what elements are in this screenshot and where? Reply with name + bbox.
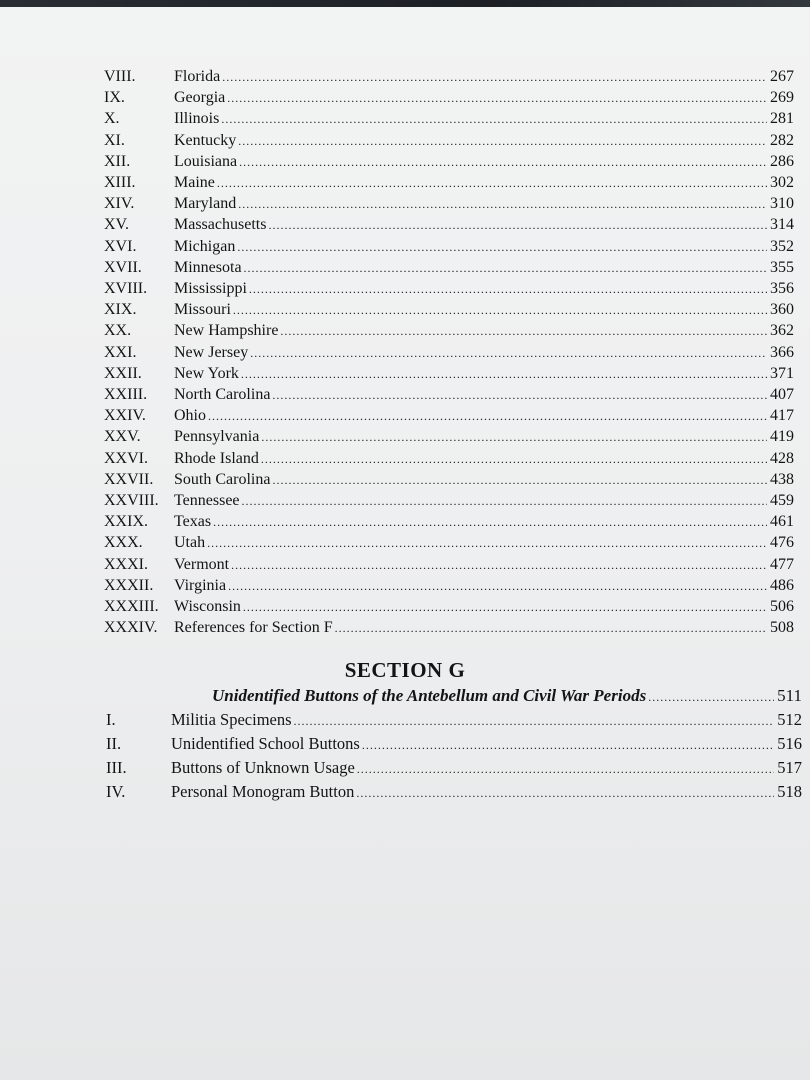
section-g-subtitle-row [212, 684, 802, 708]
toc-entry-title: Rhode Island [174, 449, 259, 467]
leader-dots [238, 130, 767, 152]
toc-entry-number: IX. [104, 89, 125, 107]
leader-dots [231, 554, 767, 576]
toc-entry [104, 66, 794, 88]
toc-entry-number: XII. [104, 152, 131, 170]
toc-entry [104, 278, 794, 300]
toc-entry-number: XXIX. [104, 513, 148, 531]
toc-entry-title: Minnesota [174, 258, 242, 276]
toc-entry-number: XXII. [104, 364, 142, 382]
toc-entry-number: XIII. [104, 174, 136, 191]
toc-entry-page: 371 [770, 364, 794, 382]
leader-dots [237, 236, 767, 258]
toc-entry-title: Wisconsin [174, 598, 241, 615]
leader-dots [280, 320, 767, 342]
toc-entry [106, 780, 802, 804]
toc-entry-number: XXXI. [104, 555, 148, 573]
toc-entry-title: Mississippi [174, 280, 247, 297]
leader-dots [228, 575, 767, 597]
toc-entry [104, 87, 794, 109]
toc-entry-title: Ohio [174, 407, 206, 425]
toc-entry [104, 108, 794, 130]
leader-dots [272, 384, 767, 406]
toc-entry-number: XVIII. [104, 280, 148, 297]
toc-entry-number: XXVIII. [104, 492, 159, 509]
toc-entry [104, 596, 794, 618]
toc-entry-title: Buttons of Unknown Usage [171, 758, 355, 777]
leader-dots [356, 781, 774, 805]
leader-dots [261, 448, 767, 470]
toc-entry-page: 362 [770, 322, 794, 340]
leader-dots [227, 87, 767, 109]
toc-entry-number: XVII. [104, 258, 142, 276]
toc-entry [104, 130, 794, 152]
toc-entry [104, 299, 794, 321]
toc-entry-page: 310 [770, 195, 794, 213]
toc-entry-number: XXIV. [104, 407, 146, 425]
toc-entry [104, 320, 794, 342]
leader-dots [233, 299, 767, 321]
photo-top-edge [0, 0, 810, 7]
toc-entry-page: 366 [770, 343, 794, 361]
toc-entry-page: 512 [777, 710, 802, 729]
toc-entry-number: XIV. [104, 195, 135, 213]
toc-entry-number: XX. [104, 322, 132, 340]
toc-entry-title: Personal Monogram Button [171, 782, 355, 801]
toc-entry-page: 281 [770, 110, 794, 128]
leader-dots [268, 214, 767, 236]
toc-entry-page: 508 [770, 619, 794, 637]
toc-entry-page: 459 [770, 492, 794, 509]
toc-entry-title: New Jersey [174, 343, 249, 361]
leader-dots [238, 193, 767, 215]
toc-entry [104, 236, 794, 258]
section-g-subtitle-page: 511 [777, 686, 802, 705]
toc-entry-page: 476 [770, 534, 794, 552]
toc-entry-title: Unidentified School Buttons [171, 734, 360, 753]
toc-entry-page: 506 [770, 598, 794, 615]
toc-entry [104, 384, 794, 406]
section-g-heading: SECTION G [344, 658, 466, 682]
toc-entry [104, 151, 794, 173]
leader-dots [648, 685, 774, 709]
toc-entry-number: XXX. [104, 534, 143, 552]
toc-entry [106, 708, 802, 732]
toc-entry-page: 486 [770, 576, 794, 594]
toc-entry [104, 342, 794, 364]
leader-dots [208, 405, 767, 427]
leader-dots [357, 757, 774, 781]
leader-dots [241, 363, 767, 385]
toc-entry-number: XXXII. [104, 576, 154, 594]
toc-entry-number: XXXIII. [104, 598, 159, 615]
toc-entry [104, 405, 794, 427]
section-g-subtitle: Unidentified Buttons of the Antebellum and Civil War Periods [212, 686, 647, 705]
toc-entry-number: IV. [106, 782, 126, 801]
toc-entry-title: New Hampshire [174, 322, 279, 340]
toc-entry [104, 363, 794, 385]
toc-entry-title: North Carolina [174, 386, 271, 403]
toc-entry-page: 417 [770, 407, 794, 425]
leader-dots [217, 172, 767, 194]
toc-entry-number: II. [106, 734, 122, 753]
toc-entry-number: XVI. [104, 237, 137, 255]
toc-entry-title: Florida [174, 68, 221, 85]
toc-entry [104, 469, 794, 491]
leader-dots [335, 617, 767, 639]
toc-entry-title: Maryland [174, 195, 237, 213]
toc-entry-number: X. [104, 110, 120, 128]
leader-dots [261, 426, 767, 448]
leader-dots [213, 511, 767, 533]
toc-entry-number: VIII. [104, 68, 136, 85]
toc-entry-number: XXVII. [104, 470, 154, 488]
toc-entry-title: Texas [174, 513, 212, 531]
toc-entry-title: Tennessee [174, 492, 240, 509]
toc-entry-title: Militia Specimens [171, 710, 292, 729]
toc-entry [104, 193, 794, 215]
toc-entry-title: Louisiana [174, 152, 238, 170]
toc-entry-page: 302 [770, 174, 794, 191]
leader-dots [242, 490, 767, 512]
toc-entry-title: References for Section F [174, 619, 333, 637]
toc-entry [104, 554, 794, 576]
leader-dots [207, 532, 767, 554]
leader-dots [294, 709, 775, 733]
leader-dots [222, 66, 767, 88]
toc-entry-title: Missouri [174, 301, 231, 319]
toc-entry-title: Maine [174, 174, 215, 191]
leader-dots [249, 278, 767, 300]
toc-entry-page: 518 [777, 782, 802, 801]
toc-entry-page: 267 [770, 68, 794, 85]
toc-entry [104, 490, 794, 512]
toc-entry-title: South Carolina [174, 470, 271, 488]
toc-entry-title: Vermont [174, 555, 230, 573]
toc-entry-page: 517 [777, 758, 802, 777]
toc-entry-page: 352 [770, 237, 794, 255]
toc-entry-number: XXI. [104, 343, 137, 361]
toc-entry-number: XXIII. [104, 386, 148, 403]
toc-entry [104, 214, 794, 236]
toc-entry-page: 516 [777, 734, 802, 753]
toc-entry-page: 282 [770, 131, 794, 149]
toc-entry-page: 428 [770, 449, 794, 467]
toc-entry-number: XXV. [104, 428, 141, 446]
toc-entry-page: 269 [770, 89, 794, 107]
leader-dots [272, 469, 767, 491]
toc-entry-title: Utah [174, 534, 206, 552]
toc-entry-number: I. [106, 710, 116, 729]
toc-entry-number: XIX. [104, 301, 137, 319]
leader-dots [244, 257, 767, 279]
toc-entry-title: Michigan [174, 237, 236, 255]
toc-entry-number: XXXIV. [104, 619, 158, 637]
toc-entry [104, 448, 794, 470]
toc-entry-page: 407 [770, 386, 794, 403]
toc-entry [104, 532, 794, 554]
toc-entry-page: 356 [770, 280, 794, 297]
toc-entry-title: Pennsylvania [174, 428, 260, 446]
toc-entry-title: New York [174, 364, 239, 382]
toc-entry [104, 172, 794, 194]
toc-entry-number: XV. [104, 216, 130, 234]
toc-entry-number: XI. [104, 131, 125, 149]
toc-entry-page: 314 [770, 216, 794, 234]
toc-entry-title: Massachusetts [174, 216, 267, 234]
toc-entry-page: 438 [770, 470, 794, 488]
toc-entry-title: Kentucky [174, 131, 237, 149]
toc-entry [104, 617, 794, 639]
leader-dots [243, 596, 767, 618]
toc-entry-page: 461 [770, 513, 794, 531]
leader-dots [239, 151, 767, 173]
leader-dots [362, 733, 774, 757]
toc-entry-page: 286 [770, 152, 794, 170]
toc-entry [104, 511, 794, 533]
toc-entry [104, 575, 794, 597]
leader-dots [221, 108, 767, 130]
toc-entry-number: III. [106, 758, 127, 777]
toc-entry [106, 756, 802, 780]
leader-dots [250, 342, 767, 364]
toc-entry-title: Georgia [174, 89, 226, 107]
toc-entry-page: 360 [770, 301, 794, 319]
toc-entry-number: XXVI. [104, 449, 148, 467]
toc-entry-title: Virginia [174, 576, 227, 594]
toc-entry [106, 732, 802, 756]
toc-entry-page: 477 [770, 555, 794, 573]
toc-entry-page: 355 [770, 258, 794, 276]
toc-entry-page: 419 [770, 428, 794, 446]
toc-entry [104, 426, 794, 448]
toc-entry [104, 257, 794, 279]
toc-entry-title: Illinois [174, 110, 220, 128]
